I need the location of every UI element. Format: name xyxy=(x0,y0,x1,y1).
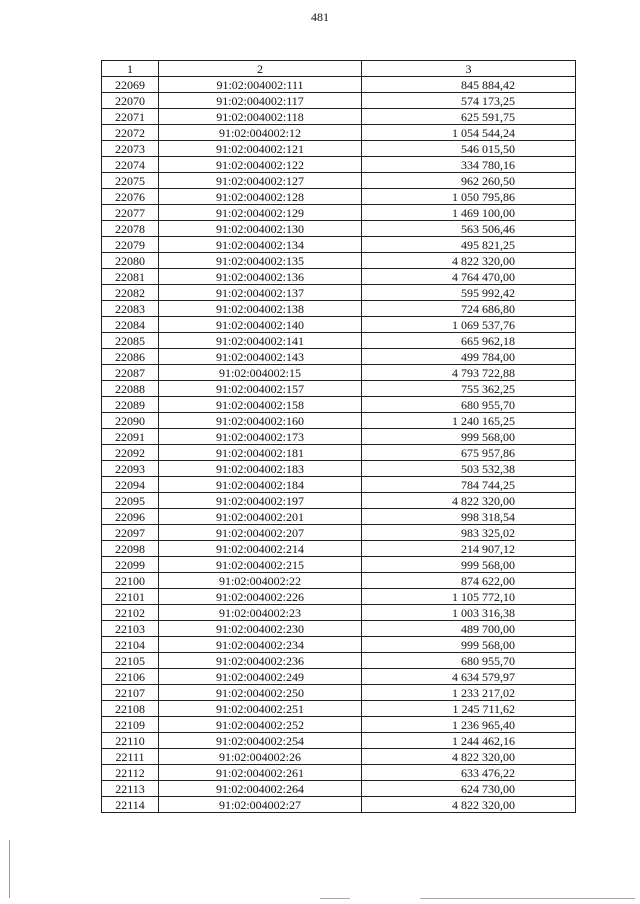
row-number-cell: 22105 xyxy=(102,653,159,669)
row-number-cell: 22114 xyxy=(102,797,159,813)
row-number-cell: 22079 xyxy=(102,237,159,253)
column-header-cadastral-number: 2 xyxy=(159,61,362,77)
table-row xyxy=(102,509,576,525)
table-row xyxy=(102,173,576,189)
cadastral-number-cell: 91:02:004002:22 xyxy=(159,573,362,589)
table-row xyxy=(102,349,576,365)
cadastral-number-cell: 91:02:004002:23 xyxy=(159,605,362,621)
cadastral-value-table xyxy=(101,60,576,813)
row-number-cell: 22110 xyxy=(102,733,159,749)
cadastral-number-cell: 91:02:004002:160 xyxy=(159,413,362,429)
value-cell: 874 622,00 xyxy=(362,573,576,589)
table-row xyxy=(102,477,576,493)
value-cell: 999 568,00 xyxy=(362,557,576,573)
cadastral-number-cell: 91:02:004002:136 xyxy=(159,269,362,285)
value-cell: 845 884,42 xyxy=(362,77,576,93)
cadastral-number-cell: 91:02:004002:143 xyxy=(159,349,362,365)
table-row xyxy=(102,77,576,93)
value-cell: 546 015,50 xyxy=(362,141,576,157)
table-row xyxy=(102,525,576,541)
value-cell: 784 744,25 xyxy=(362,477,576,493)
table-row xyxy=(102,557,576,573)
table-row xyxy=(102,317,576,333)
row-number-cell: 22084 xyxy=(102,317,159,333)
table-row xyxy=(102,157,576,173)
row-number-cell: 22083 xyxy=(102,301,159,317)
table-row xyxy=(102,285,576,301)
column-header-number: 1 xyxy=(102,61,159,77)
cadastral-number-cell: 91:02:004002:184 xyxy=(159,477,362,493)
value-cell: 1 054 544,24 xyxy=(362,125,576,141)
row-number-cell: 22111 xyxy=(102,749,159,765)
table-row xyxy=(102,205,576,221)
value-cell: 574 173,25 xyxy=(362,93,576,109)
cadastral-number-cell: 91:02:004002:157 xyxy=(159,381,362,397)
cadastral-number-cell: 91:02:004002:27 xyxy=(159,797,362,813)
value-cell: 1 469 100,00 xyxy=(362,205,576,221)
row-number-cell: 22087 xyxy=(102,365,159,381)
row-number-cell: 22081 xyxy=(102,269,159,285)
table-row xyxy=(102,493,576,509)
cadastral-number-cell: 91:02:004002:122 xyxy=(159,157,362,173)
value-cell: 4 822 320,00 xyxy=(362,749,576,765)
row-number-cell: 22112 xyxy=(102,765,159,781)
value-cell: 999 568,00 xyxy=(362,637,576,653)
value-cell: 1 245 711,62 xyxy=(362,701,576,717)
row-number-cell: 22094 xyxy=(102,477,159,493)
table-row xyxy=(102,573,576,589)
cadastral-number-cell: 91:02:004002:118 xyxy=(159,109,362,125)
value-cell: 1 233 217,02 xyxy=(362,685,576,701)
value-cell: 999 568,00 xyxy=(362,429,576,445)
row-number-cell: 22073 xyxy=(102,141,159,157)
cadastral-number-cell: 91:02:004002:197 xyxy=(159,493,362,509)
value-cell: 680 955,70 xyxy=(362,397,576,413)
table-row xyxy=(102,301,576,317)
table-row xyxy=(102,141,576,157)
row-number-cell: 22088 xyxy=(102,381,159,397)
cadastral-number-cell: 91:02:004002:130 xyxy=(159,221,362,237)
table-row xyxy=(102,605,576,621)
table-row xyxy=(102,221,576,237)
row-number-cell: 22108 xyxy=(102,701,159,717)
table-row xyxy=(102,125,576,141)
cadastral-number-cell: 91:02:004002:264 xyxy=(159,781,362,797)
value-cell: 1 244 462,16 xyxy=(362,733,576,749)
table-row xyxy=(102,381,576,397)
table-row xyxy=(102,701,576,717)
row-number-cell: 22077 xyxy=(102,205,159,221)
cadastral-number-cell: 91:02:004002:201 xyxy=(159,509,362,525)
cadastral-number-cell: 91:02:004002:181 xyxy=(159,445,362,461)
value-cell: 563 506,46 xyxy=(362,221,576,237)
row-number-cell: 22082 xyxy=(102,285,159,301)
row-number-cell: 22091 xyxy=(102,429,159,445)
row-number-cell: 22085 xyxy=(102,333,159,349)
cadastral-number-cell: 91:02:004002:183 xyxy=(159,461,362,477)
value-cell: 624 730,00 xyxy=(362,781,576,797)
cadastral-number-cell: 91:02:004002:234 xyxy=(159,637,362,653)
row-number-cell: 22078 xyxy=(102,221,159,237)
table-row xyxy=(102,781,576,797)
cadastral-number-cell: 91:02:004002:249 xyxy=(159,669,362,685)
row-number-cell: 22113 xyxy=(102,781,159,797)
cadastral-number-cell: 91:02:004002:128 xyxy=(159,189,362,205)
table-row xyxy=(102,621,576,637)
table-row xyxy=(102,397,576,413)
table-row xyxy=(102,461,576,477)
cadastral-number-cell: 91:02:004002:230 xyxy=(159,621,362,637)
row-number-cell: 22080 xyxy=(102,253,159,269)
value-cell: 4 822 320,00 xyxy=(362,797,576,813)
value-cell: 4 822 320,00 xyxy=(362,253,576,269)
row-number-cell: 22106 xyxy=(102,669,159,685)
cadastral-number-cell: 91:02:004002:134 xyxy=(159,237,362,253)
value-cell: 1 069 537,76 xyxy=(362,317,576,333)
value-cell: 625 591,75 xyxy=(362,109,576,125)
row-number-cell: 22069 xyxy=(102,77,159,93)
table-row xyxy=(102,365,576,381)
cadastral-number-cell: 91:02:004002:173 xyxy=(159,429,362,445)
value-cell: 724 686,80 xyxy=(362,301,576,317)
row-number-cell: 22101 xyxy=(102,589,159,605)
table-row xyxy=(102,93,576,109)
table-row xyxy=(102,589,576,605)
row-number-cell: 22092 xyxy=(102,445,159,461)
table-row xyxy=(102,445,576,461)
value-cell: 680 955,70 xyxy=(362,653,576,669)
cadastral-number-cell: 91:02:004002:26 xyxy=(159,749,362,765)
row-number-cell: 22107 xyxy=(102,685,159,701)
scan-artifact-line xyxy=(320,898,350,899)
cadastral-number-cell: 91:02:004002:140 xyxy=(159,317,362,333)
value-cell: 4 634 579,97 xyxy=(362,669,576,685)
table-row xyxy=(102,637,576,653)
row-number-cell: 22089 xyxy=(102,397,159,413)
value-cell: 998 318,54 xyxy=(362,509,576,525)
row-number-cell: 22072 xyxy=(102,125,159,141)
value-cell: 1 240 165,25 xyxy=(362,413,576,429)
row-number-cell: 22075 xyxy=(102,173,159,189)
value-cell: 595 992,42 xyxy=(362,285,576,301)
column-header-value: 3 xyxy=(362,61,576,77)
value-cell: 4 764 470,00 xyxy=(362,269,576,285)
cadastral-number-cell: 91:02:004002:135 xyxy=(159,253,362,269)
cadastral-number-cell: 91:02:004002:141 xyxy=(159,333,362,349)
table-row xyxy=(102,237,576,253)
table-row xyxy=(102,189,576,205)
table-row xyxy=(102,429,576,445)
table-row xyxy=(102,413,576,429)
cadastral-number-cell: 91:02:004002:121 xyxy=(159,141,362,157)
value-cell: 503 532,38 xyxy=(362,461,576,477)
cadastral-number-cell: 91:02:004002:127 xyxy=(159,173,362,189)
table-row xyxy=(102,269,576,285)
row-number-cell: 22071 xyxy=(102,109,159,125)
cadastral-number-cell: 91:02:004002:261 xyxy=(159,765,362,781)
cadastral-number-cell: 91:02:004002:12 xyxy=(159,125,362,141)
value-cell: 334 780,16 xyxy=(362,157,576,173)
value-cell: 1 105 772,10 xyxy=(362,589,576,605)
row-number-cell: 22098 xyxy=(102,541,159,557)
cadastral-number-cell: 91:02:004002:215 xyxy=(159,557,362,573)
cadastral-number-cell: 91:02:004002:254 xyxy=(159,733,362,749)
value-cell: 489 700,00 xyxy=(362,621,576,637)
value-cell: 4 822 320,00 xyxy=(362,493,576,509)
value-cell: 675 957,86 xyxy=(362,445,576,461)
table-row xyxy=(102,541,576,557)
table-row xyxy=(102,653,576,669)
value-cell: 983 325,02 xyxy=(362,525,576,541)
cadastral-number-cell: 91:02:004002:15 xyxy=(159,365,362,381)
row-number-cell: 22103 xyxy=(102,621,159,637)
value-cell: 1 236 965,40 xyxy=(362,717,576,733)
value-cell: 214 907,12 xyxy=(362,541,576,557)
row-number-cell: 22074 xyxy=(102,157,159,173)
value-cell: 1 003 316,38 xyxy=(362,605,576,621)
cadastral-number-cell: 91:02:004002:226 xyxy=(159,589,362,605)
cadastral-number-cell: 91:02:004002:129 xyxy=(159,205,362,221)
cadastral-number-cell: 91:02:004002:158 xyxy=(159,397,362,413)
table-row xyxy=(102,253,576,269)
value-cell: 499 784,00 xyxy=(362,349,576,365)
value-cell: 4 793 722,88 xyxy=(362,365,576,381)
row-number-cell: 22102 xyxy=(102,605,159,621)
row-number-cell: 22086 xyxy=(102,349,159,365)
table-row xyxy=(102,765,576,781)
row-number-cell: 22109 xyxy=(102,717,159,733)
value-cell: 1 050 795,86 xyxy=(362,189,576,205)
row-number-cell: 22100 xyxy=(102,573,159,589)
margin-scan-line xyxy=(9,840,10,898)
cadastral-number-cell: 91:02:004002:138 xyxy=(159,301,362,317)
row-number-cell: 22090 xyxy=(102,413,159,429)
value-cell: 962 260,50 xyxy=(362,173,576,189)
scan-artifact-line xyxy=(420,898,635,899)
table-row xyxy=(102,685,576,701)
cadastral-number-cell: 91:02:004002:236 xyxy=(159,653,362,669)
cadastral-number-cell: 91:02:004002:137 xyxy=(159,285,362,301)
row-number-cell: 22099 xyxy=(102,557,159,573)
table-row xyxy=(102,797,576,813)
value-cell: 495 821,25 xyxy=(362,237,576,253)
row-number-cell: 22095 xyxy=(102,493,159,509)
value-cell: 633 476,22 xyxy=(362,765,576,781)
row-number-cell: 22070 xyxy=(102,93,159,109)
row-number-cell: 22096 xyxy=(102,509,159,525)
table-row xyxy=(102,333,576,349)
value-cell: 755 362,25 xyxy=(362,381,576,397)
header-row xyxy=(102,61,576,77)
table-body xyxy=(102,77,576,813)
cadastral-number-cell: 91:02:004002:111 xyxy=(159,77,362,93)
cadastral-number-cell: 91:02:004002:207 xyxy=(159,525,362,541)
table-row xyxy=(102,749,576,765)
table-row xyxy=(102,109,576,125)
value-cell: 665 962,18 xyxy=(362,333,576,349)
cadastral-number-cell: 91:02:004002:117 xyxy=(159,93,362,109)
cadastral-number-cell: 91:02:004002:252 xyxy=(159,717,362,733)
row-number-cell: 22104 xyxy=(102,637,159,653)
table-header xyxy=(102,61,576,77)
row-number-cell: 22076 xyxy=(102,189,159,205)
cadastral-number-cell: 91:02:004002:251 xyxy=(159,701,362,717)
page-number: 481 xyxy=(311,10,329,24)
table-row xyxy=(102,733,576,749)
table-row xyxy=(102,669,576,685)
table-row xyxy=(102,717,576,733)
cadastral-number-cell: 91:02:004002:250 xyxy=(159,685,362,701)
row-number-cell: 22097 xyxy=(102,525,159,541)
cadastral-number-cell: 91:02:004002:214 xyxy=(159,541,362,557)
row-number-cell: 22093 xyxy=(102,461,159,477)
